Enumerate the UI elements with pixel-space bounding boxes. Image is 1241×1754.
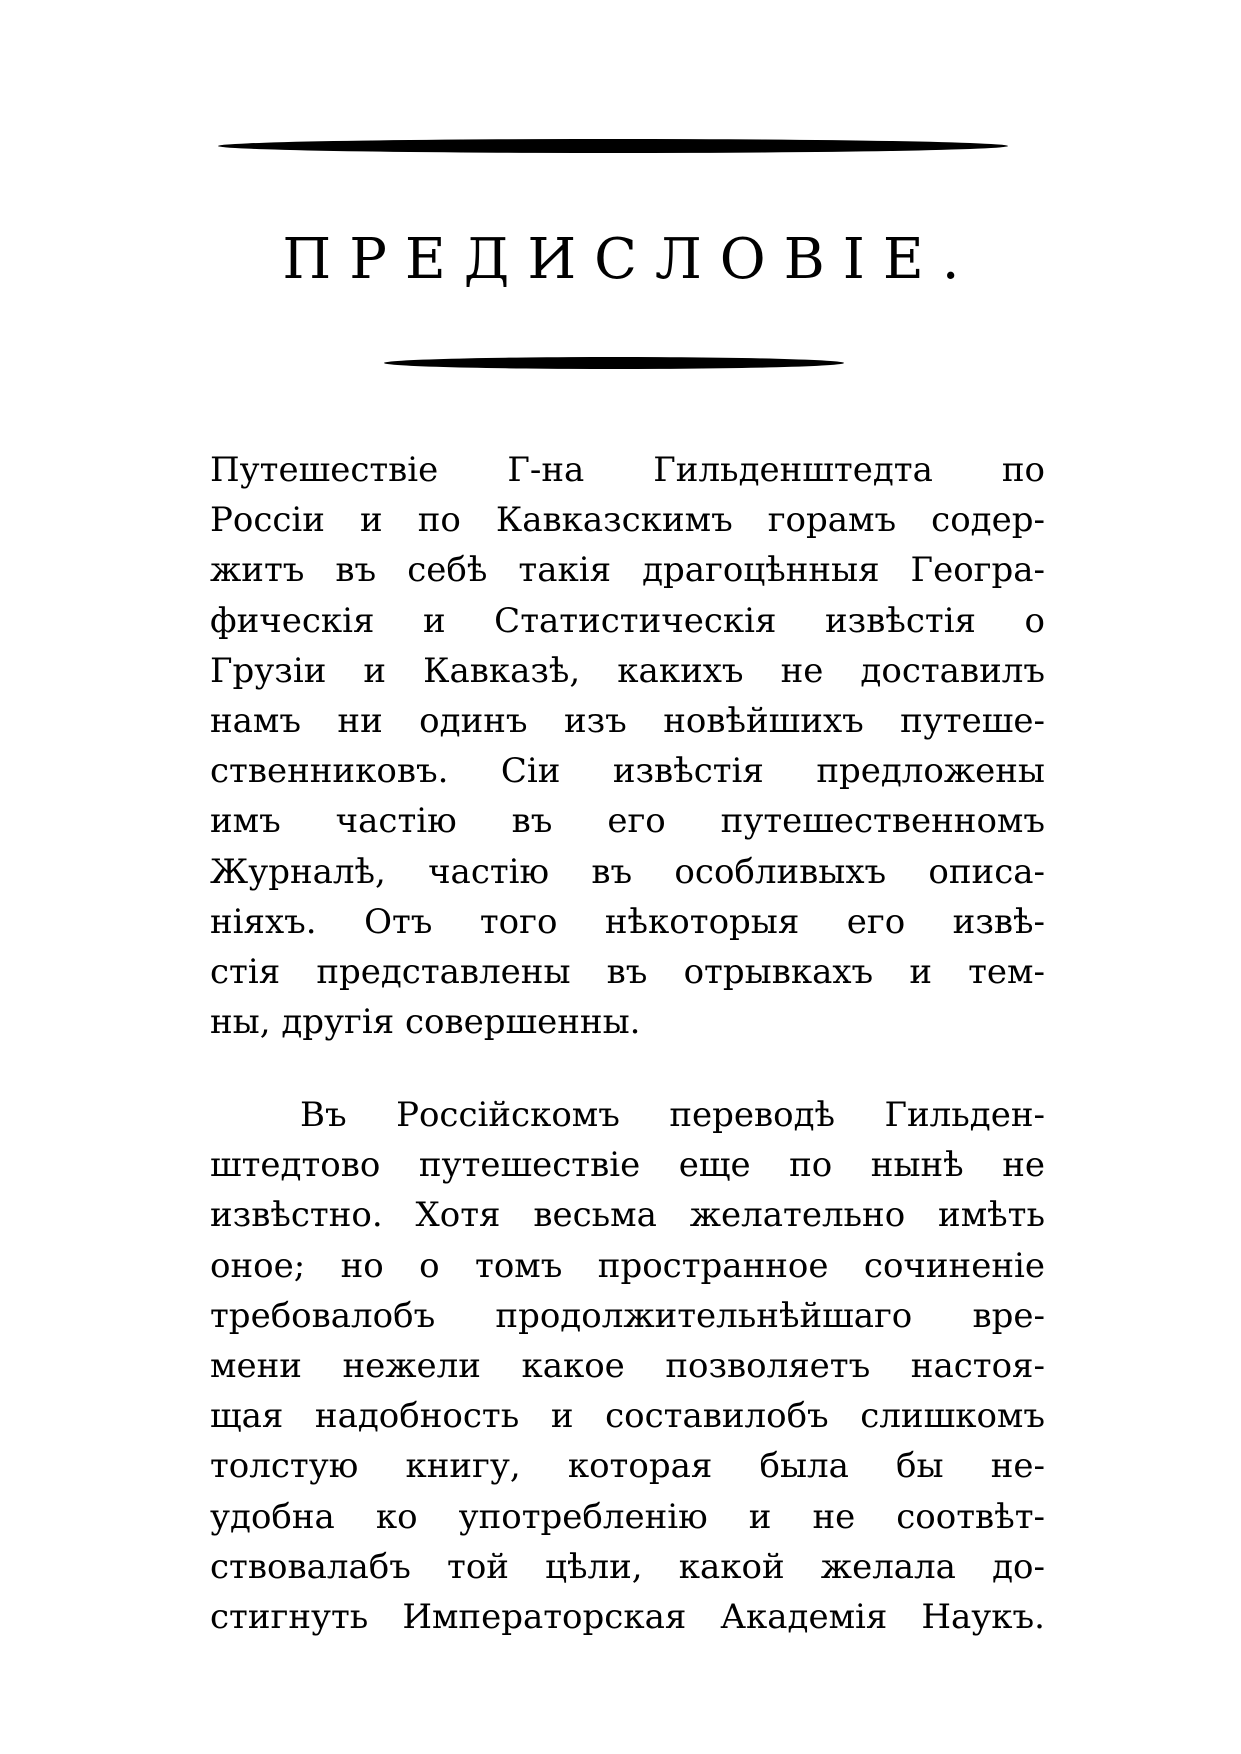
paragraph-line: ственниковъ. Сіи извѣстія предложены [210, 751, 1045, 792]
paragraph-line: ствовалабъ той цѣли, какой желала до- [210, 1546, 1045, 1587]
paragraph-line: фическія и Статистическія извѣстія о [210, 600, 1045, 641]
paragraph-line: Путешествіе Г-на Гильденштедта по [210, 450, 1045, 490]
paragraph-line: стія представлены въ отрывкахъ и тем- [210, 952, 1045, 993]
paragraph-line: имъ частію въ его путешественномъ [210, 801, 1045, 842]
paragraph-line: толстую книгу, которая была бы не- [210, 1446, 1045, 1487]
heading-divider-rule [384, 357, 844, 369]
paragraph-1 [210, 445, 1045, 1047]
paragraph-line: ніяхъ. Отъ того нѣкоторыя его извѣ- [210, 901, 1045, 942]
paragraph-line: стигнуть Императорская Академія Наукъ. [210, 1597, 1045, 1638]
paragraph-line: Журналѣ, частію въ особливыхъ описа- [210, 851, 1045, 892]
paragraph-line: извѣстно. Хотя весьма желательно имѣть [210, 1195, 1045, 1236]
paragraph-line: Россіи и по Кавказскимъ горамъ содер- [210, 500, 1045, 541]
paragraph-line: оное; но о томъ пространное сочиненіе [210, 1245, 1045, 1286]
paragraph-line: ны, другія совершенны. [210, 1002, 641, 1043]
paragraph-2 [210, 1090, 1045, 1642]
paragraph-line: мени нежели какое позволяетъ настоя- [210, 1346, 1045, 1387]
paragraph-line: Грузіи и Кавказѣ, какихъ не доставилъ [210, 650, 1045, 691]
paragraph-line: житъ въ себѣ такія драгоцѣнныя Геогра- [210, 550, 1045, 591]
paragraph-line: щая надобность и составилобъ слишкомъ [210, 1396, 1045, 1437]
paragraph-line: штедтово путешествіе еще по нынѣ не [210, 1145, 1045, 1186]
page-heading: ПРЕДИСЛОВІЕ. [282, 227, 978, 292]
top-ornamental-rule [218, 139, 1008, 153]
paragraph-line: удобна ко употребленію и не соотвѣт- [210, 1496, 1045, 1537]
paragraph-line: намъ ни одинъ изъ новѣйшихъ путеше- [210, 701, 1045, 742]
paragraph-line: Въ Россійскомъ переводѣ Гильден- [300, 1095, 1045, 1135]
paragraph-line: требовалобъ продолжительнѣйшаго вре- [210, 1295, 1045, 1336]
